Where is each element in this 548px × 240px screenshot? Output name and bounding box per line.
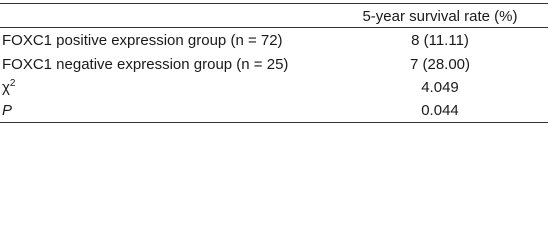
row-value-p-value: 0.044 bbox=[421, 101, 459, 119]
row-label-negative-group: FOXC1 negative expression group (n = 25) bbox=[2, 55, 289, 73]
row-value-chi-square: 4.049 bbox=[421, 78, 459, 96]
row-value-negative-group: 7 (28.00) bbox=[409, 55, 471, 73]
row-label-chi-square bbox=[0, 79, 332, 96]
row-value-positive-group: 8 (11.11) bbox=[411, 31, 469, 49]
column-header-survival-rate: 5-year survival rate (%) bbox=[362, 7, 518, 25]
chi-superscript: 2 bbox=[9, 77, 16, 89]
chi-symbol: χ bbox=[2, 78, 10, 96]
row-label-p-value: P bbox=[2, 101, 13, 119]
table-row bbox=[0, 28, 548, 52]
bottom-rule bbox=[0, 122, 548, 123]
row-label-positive-group: FOXC1 positive expression group (n = 72) bbox=[2, 31, 283, 49]
header-row bbox=[0, 4, 548, 28]
table-row bbox=[0, 52, 548, 76]
table-row bbox=[0, 75, 548, 99]
table-row bbox=[0, 98, 548, 122]
